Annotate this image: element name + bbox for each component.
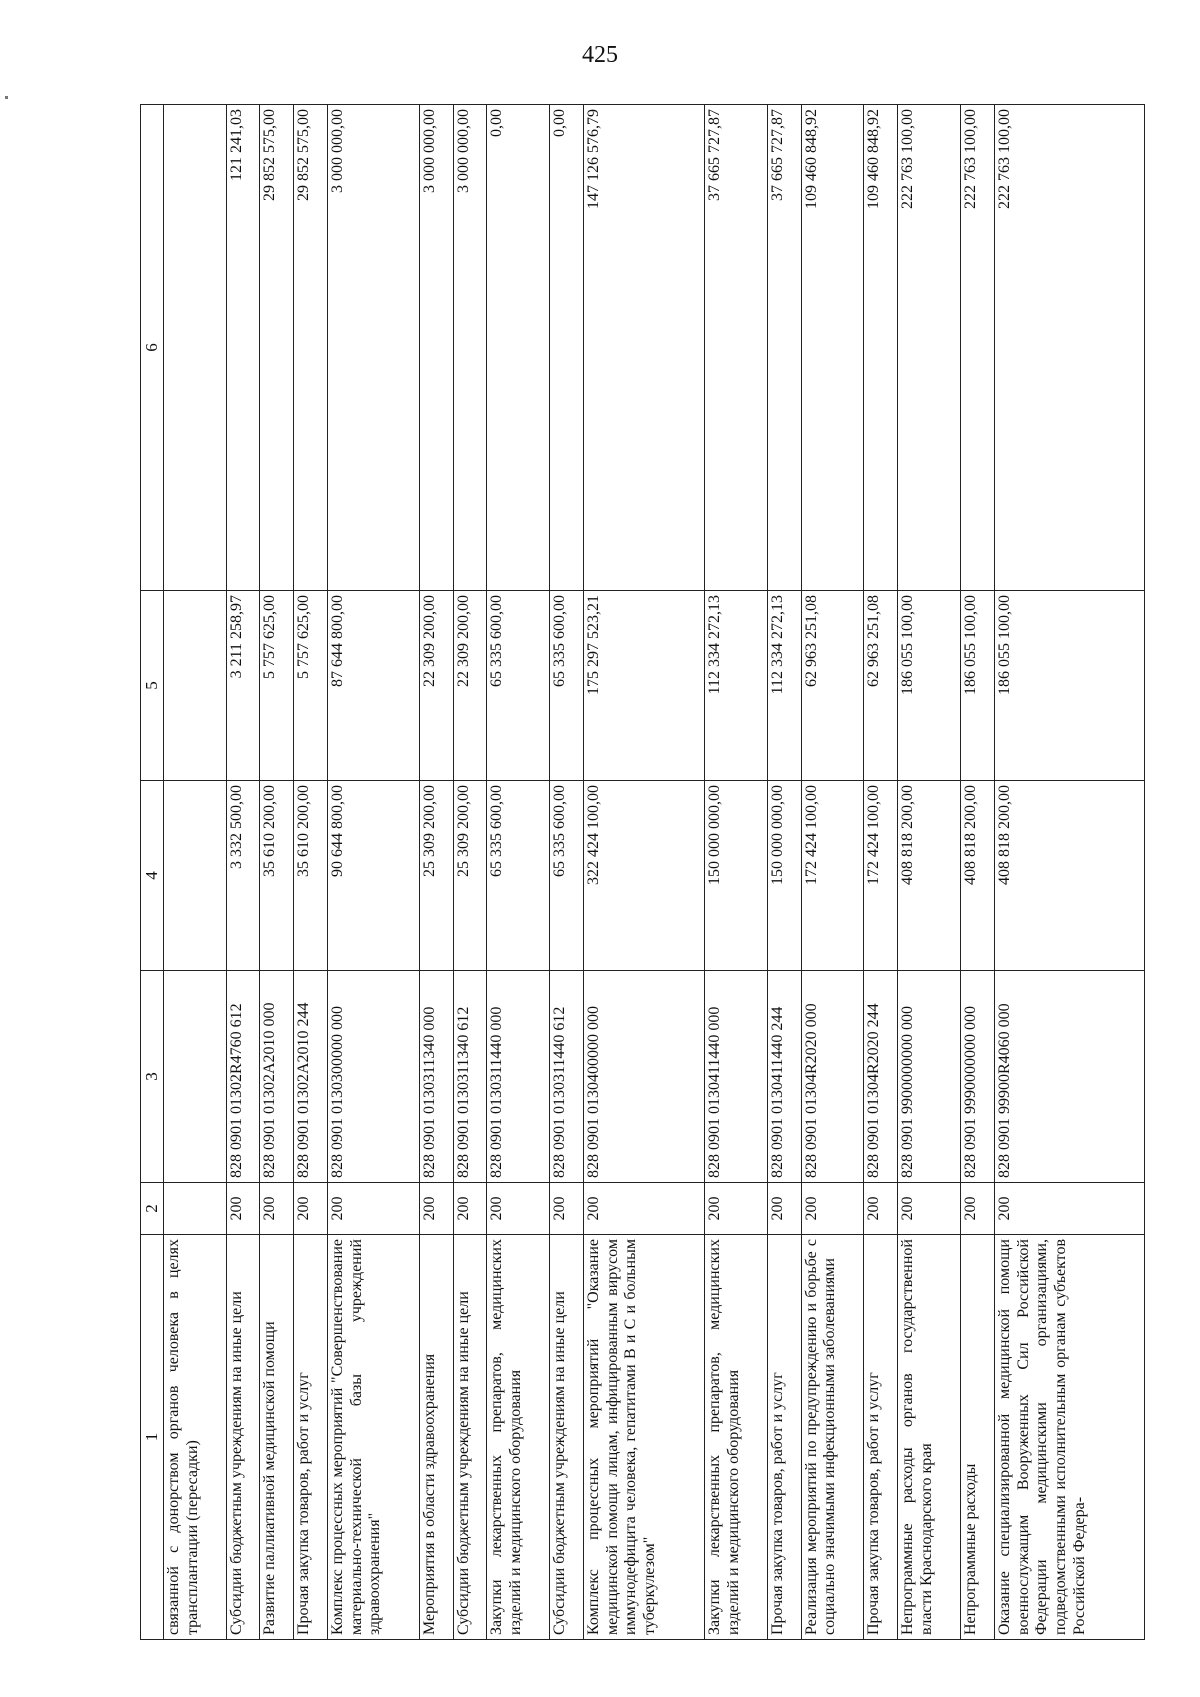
row-approved-amount: 322 424 100,00 — [584, 781, 705, 971]
row-approved-amount: 3 332 500,00 — [226, 781, 260, 971]
row-code: 200 — [994, 1183, 1144, 1235]
table-row — [705, 105, 768, 1640]
row-executed-amount: 186 055 100,00 — [994, 591, 1144, 781]
row-executed-amount: 22 309 200,00 — [419, 591, 453, 781]
row-remaining-amount: 37 665 727,87 — [767, 105, 801, 591]
row-name: Субсидии бюджетным учреждениям на иные цели — [453, 1235, 487, 1640]
table-row — [163, 105, 226, 1640]
header-col-6: 6 — [141, 105, 164, 591]
table-row — [767, 105, 801, 1640]
row-name: Комплекс процессных мероприятий "Оказание медицинской помощи лицам, инфицированным вирусом иммунодефицита человека, гепатитами B и C и больным туберкулезом" — [584, 1235, 705, 1640]
row-code: 200 — [705, 1183, 768, 1235]
row-code: 200 — [487, 1183, 550, 1235]
table-row — [327, 105, 419, 1640]
row-executed-amount: 87 644 800,00 — [327, 591, 419, 781]
row-executed-amount: 62 963 251,08 — [801, 591, 864, 781]
row-executed-amount: 3 211 258,97 — [226, 591, 260, 781]
row-classification: 828 0901 01304R2020 244 — [864, 971, 898, 1183]
row-remaining-amount: 222 763 100,00 — [994, 105, 1144, 591]
row-name: Прочая закупка товаров, работ и услуг — [767, 1235, 801, 1640]
row-executed-amount: 65 335 600,00 — [550, 591, 584, 781]
row-classification: 828 0901 0130300000 000 — [327, 971, 419, 1183]
row-remaining-amount: 147 126 576,79 — [584, 105, 705, 591]
row-approved-amount: 172 424 100,00 — [864, 781, 898, 971]
row-approved-amount: 90 644 800,00 — [327, 781, 419, 971]
row-executed-amount: 186 055 100,00 — [961, 591, 995, 781]
row-classification: 828 0901 01302A2010 000 — [260, 971, 294, 1183]
row-remaining-amount: 3 000 000,00 — [327, 105, 419, 591]
row-executed-amount — [163, 591, 226, 781]
header-col-5: 5 — [141, 591, 164, 781]
row-executed-amount: 65 335 600,00 — [487, 591, 550, 781]
row-approved-amount: 408 818 200,00 — [994, 781, 1144, 971]
row-code: 200 — [419, 1183, 453, 1235]
row-name: Субсидии бюджетным учреждениям на иные цели — [226, 1235, 260, 1640]
row-classification: 828 0901 0130311440 000 — [487, 971, 550, 1183]
table-row — [961, 105, 995, 1640]
row-remaining-amount: 121 241,03 — [226, 105, 260, 591]
row-name: Прочая закупка товаров, работ и услуг — [864, 1235, 898, 1640]
row-name: Непрограммные расходы органов государственной власти Краснодарского края — [898, 1235, 961, 1640]
row-name: Мероприятия в области здравоохранения — [419, 1235, 453, 1640]
row-remaining-amount: 0,00 — [487, 105, 550, 591]
row-name: Реализация мероприятий по предупреждению и борьбе с социально значимыми инфекционными заболеваниями — [801, 1235, 864, 1640]
row-classification: 828 0901 0130411440 000 — [705, 971, 768, 1183]
row-code: 200 — [327, 1183, 419, 1235]
row-code: 200 — [767, 1183, 801, 1235]
row-classification: 828 0901 0130400000 000 — [584, 971, 705, 1183]
row-code: 200 — [453, 1183, 487, 1235]
row-remaining-amount: 109 460 848,92 — [864, 105, 898, 591]
header-col-2: 2 — [141, 1183, 164, 1235]
row-classification: 828 0901 9990000000 000 — [961, 971, 995, 1183]
row-approved-amount: 408 818 200,00 — [898, 781, 961, 971]
row-remaining-amount: 109 460 848,92 — [801, 105, 864, 591]
row-approved-amount: 172 424 100,00 — [801, 781, 864, 971]
table-row — [550, 105, 584, 1640]
row-code: 200 — [294, 1183, 328, 1235]
row-approved-amount: 65 335 600,00 — [487, 781, 550, 971]
row-executed-amount: 22 309 200,00 — [453, 591, 487, 781]
row-remaining-amount: 222 763 100,00 — [961, 105, 995, 591]
row-code: 200 — [801, 1183, 864, 1235]
row-classification — [163, 971, 226, 1183]
row-remaining-amount: 3 000 000,00 — [453, 105, 487, 591]
row-classification: 828 0901 01304R2020 000 — [801, 971, 864, 1183]
scan-mark — [5, 96, 8, 99]
header-col-4: 4 — [141, 781, 164, 971]
row-executed-amount: 5 757 625,00 — [294, 591, 328, 781]
table-row — [294, 105, 328, 1640]
row-approved-amount: 150 000 000,00 — [705, 781, 768, 971]
header-col-1: 1 — [141, 1235, 164, 1640]
row-classification: 828 0901 01302A2010 244 — [294, 971, 328, 1183]
row-approved-amount: 150 000 000,00 — [767, 781, 801, 971]
row-name: Субсидии бюджетным учреждениям на иные цели — [550, 1235, 584, 1640]
row-approved-amount: 25 309 200,00 — [419, 781, 453, 971]
page-number: 425 — [582, 42, 618, 68]
row-code: 200 — [961, 1183, 995, 1235]
row-executed-amount: 112 334 272,13 — [705, 591, 768, 781]
row-remaining-amount — [163, 105, 226, 591]
row-remaining-amount: 29 852 575,00 — [294, 105, 328, 591]
row-classification: 828 0901 99900R4060 000 — [994, 971, 1144, 1183]
table-row — [864, 105, 898, 1640]
row-remaining-amount: 29 852 575,00 — [260, 105, 294, 591]
table-row — [801, 105, 864, 1640]
row-code: 200 — [898, 1183, 961, 1235]
table-row — [226, 105, 260, 1640]
row-code: 200 — [864, 1183, 898, 1235]
row-name: Прочая закупка товаров, работ и услуг — [294, 1235, 328, 1640]
row-code: 200 — [584, 1183, 705, 1235]
row-name: Закупки лекарственных препаратов, медицинских изделий и медицинского оборудования — [705, 1235, 768, 1640]
table-row — [487, 105, 550, 1640]
row-name: Закупки лекарственных препаратов, медицинских изделий и медицинского оборудования — [487, 1235, 550, 1640]
row-code: 200 — [550, 1183, 584, 1235]
table-row — [584, 105, 705, 1640]
row-classification: 828 0901 0130411440 244 — [767, 971, 801, 1183]
budget-table — [140, 104, 1145, 1640]
row-classification: 828 0901 0130311340 612 — [453, 971, 487, 1183]
row-executed-amount: 62 963 251,08 — [864, 591, 898, 781]
header-row — [141, 105, 164, 1640]
row-approved-amount — [163, 781, 226, 971]
row-remaining-amount: 0,00 — [550, 105, 584, 591]
row-approved-amount: 408 818 200,00 — [961, 781, 995, 971]
row-name: связанной с донорством органов человека в целях трансплантации (пересадки) — [163, 1235, 226, 1640]
row-code — [163, 1183, 226, 1235]
row-approved-amount: 35 610 200,00 — [260, 781, 294, 971]
row-remaining-amount: 37 665 727,87 — [705, 105, 768, 591]
row-remaining-amount: 222 763 100,00 — [898, 105, 961, 591]
row-classification: 828 0901 9900000000 000 — [898, 971, 961, 1183]
table-row — [419, 105, 453, 1640]
row-name: Оказание специализированной медицинской помощи военнослужащим Вооруженных Сил Российской Федерации медицинскими организациями, подведомственными исполнительным органам субъектов Российской Федера- — [994, 1235, 1144, 1640]
row-name: Комплекс процессных мероприятий "Совершенствование материально-технической базы учреждений здравоохранения" — [327, 1235, 419, 1640]
table-row — [453, 105, 487, 1640]
row-name: Непрограммные расходы — [961, 1235, 995, 1640]
rotated-table-container — [140, 105, 1145, 1640]
header-col-3: 3 — [141, 971, 164, 1183]
row-executed-amount: 175 297 523,21 — [584, 591, 705, 781]
row-code: 200 — [260, 1183, 294, 1235]
row-executed-amount: 112 334 272,13 — [767, 591, 801, 781]
row-remaining-amount: 3 000 000,00 — [419, 105, 453, 591]
row-name: Развитие паллиативной медицинской помощи — [260, 1235, 294, 1640]
row-approved-amount: 35 610 200,00 — [294, 781, 328, 971]
table-row — [898, 105, 961, 1640]
row-classification: 828 0901 01302R4760 612 — [226, 971, 260, 1183]
table-row — [260, 105, 294, 1640]
row-executed-amount: 186 055 100,00 — [898, 591, 961, 781]
row-classification: 828 0901 0130311340 000 — [419, 971, 453, 1183]
row-code: 200 — [226, 1183, 260, 1235]
row-executed-amount: 5 757 625,00 — [260, 591, 294, 781]
row-approved-amount: 65 335 600,00 — [550, 781, 584, 971]
row-approved-amount: 25 309 200,00 — [453, 781, 487, 971]
table-row — [994, 105, 1144, 1640]
row-classification: 828 0901 0130311440 612 — [550, 971, 584, 1183]
